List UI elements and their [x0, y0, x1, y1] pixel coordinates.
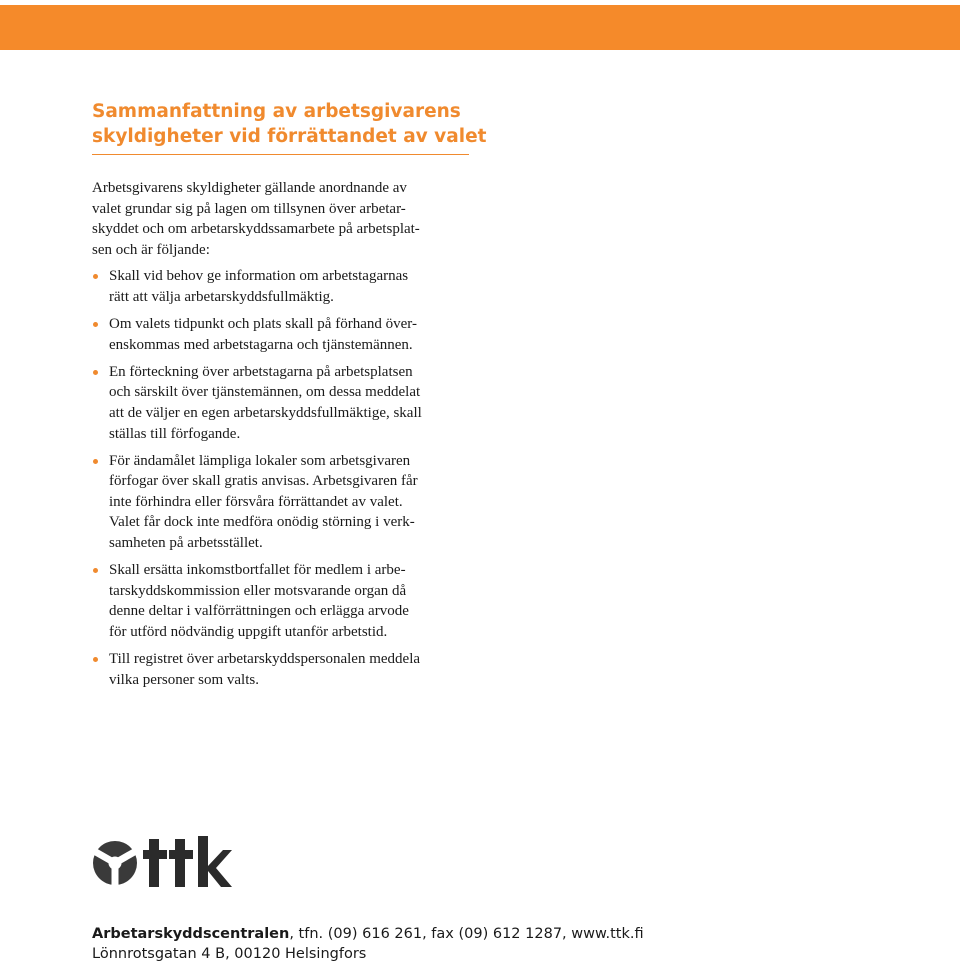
obligations-list: [92, 266, 492, 690]
page-title-line-2: skyldigheter vid förrättandet av valet: [92, 126, 487, 147]
footer-contact: [92, 924, 644, 964]
list-item-line: enskommas med arbetstagarna och tjänstemännen.: [109, 336, 413, 353]
intro-line: valet grundar sig på lagen om tillsynen över arbetar-: [92, 200, 406, 217]
list-item-line: Skall vid behov ge information om arbetstagarnas: [109, 268, 409, 285]
page-title-line-1: Sammanfattning av arbetsgivarens: [92, 101, 461, 122]
contact-details: , tfn. (09) 616 261, fax (09) 612 1287, www.ttk.fi: [289, 926, 644, 942]
list-item-line: och särskilt över tjänstemännen, om dessa meddelat: [109, 384, 421, 401]
intro-paragraph: [92, 178, 492, 260]
list-item-line: vilka personer som valts.: [109, 671, 259, 688]
list-item: [92, 560, 492, 642]
postal-address: Lönnrotsgatan 4 B, 00120 Helsingfors: [92, 946, 367, 962]
intro-line: skyddet och om arbetarskyddssamarbete på arbetsplat-: [92, 221, 420, 238]
list-item: [92, 314, 492, 355]
bullet-dot-icon: [93, 322, 98, 327]
list-item-line: rätt att välja arbetarskyddsfullmäktig.: [109, 288, 334, 305]
list-item: [92, 362, 492, 444]
list-item: [92, 649, 492, 690]
intro-line: Arbetsgivarens skyldigheter gällande anordnande av: [92, 180, 407, 196]
ttk-shield-icon: [92, 836, 232, 891]
list-item-line: att de väljer en egen arbetarskyddsfullmäktige, skall: [109, 404, 422, 421]
list-item-line: Valet får dock inte medföra onödig störning i verk-: [109, 514, 415, 531]
footer-line-1: [92, 924, 644, 944]
list-item-line: Skall ersätta inkomstbortfallet för medlem i arbe-: [109, 562, 406, 579]
list-item-line: En förteckning över arbetstagarna på arbetsplatsen: [109, 363, 413, 380]
bullet-dot-icon: [93, 459, 98, 464]
top-color-band: [0, 0, 960, 50]
ttk-logo: [92, 836, 232, 891]
intro-line: sen och är följande:: [92, 241, 210, 258]
bullet-dot-icon: [93, 568, 98, 573]
list-item-line: förfogar över skall gratis anvisas. Arbetsgivaren får: [109, 473, 418, 490]
list-item: [92, 266, 492, 307]
title-divider: [92, 154, 469, 155]
list-item: [92, 451, 492, 554]
bullet-dot-icon: [93, 274, 98, 279]
list-item-line: För ändamålet lämpliga lokaler som arbetsgivaren: [109, 452, 411, 469]
organization-name: Arbetarskyddscentralen: [92, 926, 290, 942]
list-item-line: för utförd nödvändig uppgift utanför arbetstid.: [109, 623, 388, 640]
list-item-line: denne deltar i valförrättningen och erlägga arvode: [109, 603, 409, 620]
body-content: [92, 178, 492, 697]
list-item-line: ställas till förfogande.: [109, 425, 241, 442]
list-item-line: tarskyddskommission eller motsvarande organ då: [109, 582, 407, 599]
bullet-dot-icon: [93, 370, 98, 375]
bullet-dot-icon: [93, 657, 98, 662]
list-item-line: inte förhindra eller försvåra förrättandet av valet.: [109, 493, 403, 510]
list-item-line: Om valets tidpunkt och plats skall på förhand över-: [109, 316, 417, 333]
list-item-line: samheten på arbetsstället.: [109, 535, 263, 551]
page-title: [92, 99, 492, 149]
top-white-stripe: [0, 0, 960, 5]
list-item-line: Till registret över arbetarskyddspersonalen meddela: [109, 650, 421, 667]
